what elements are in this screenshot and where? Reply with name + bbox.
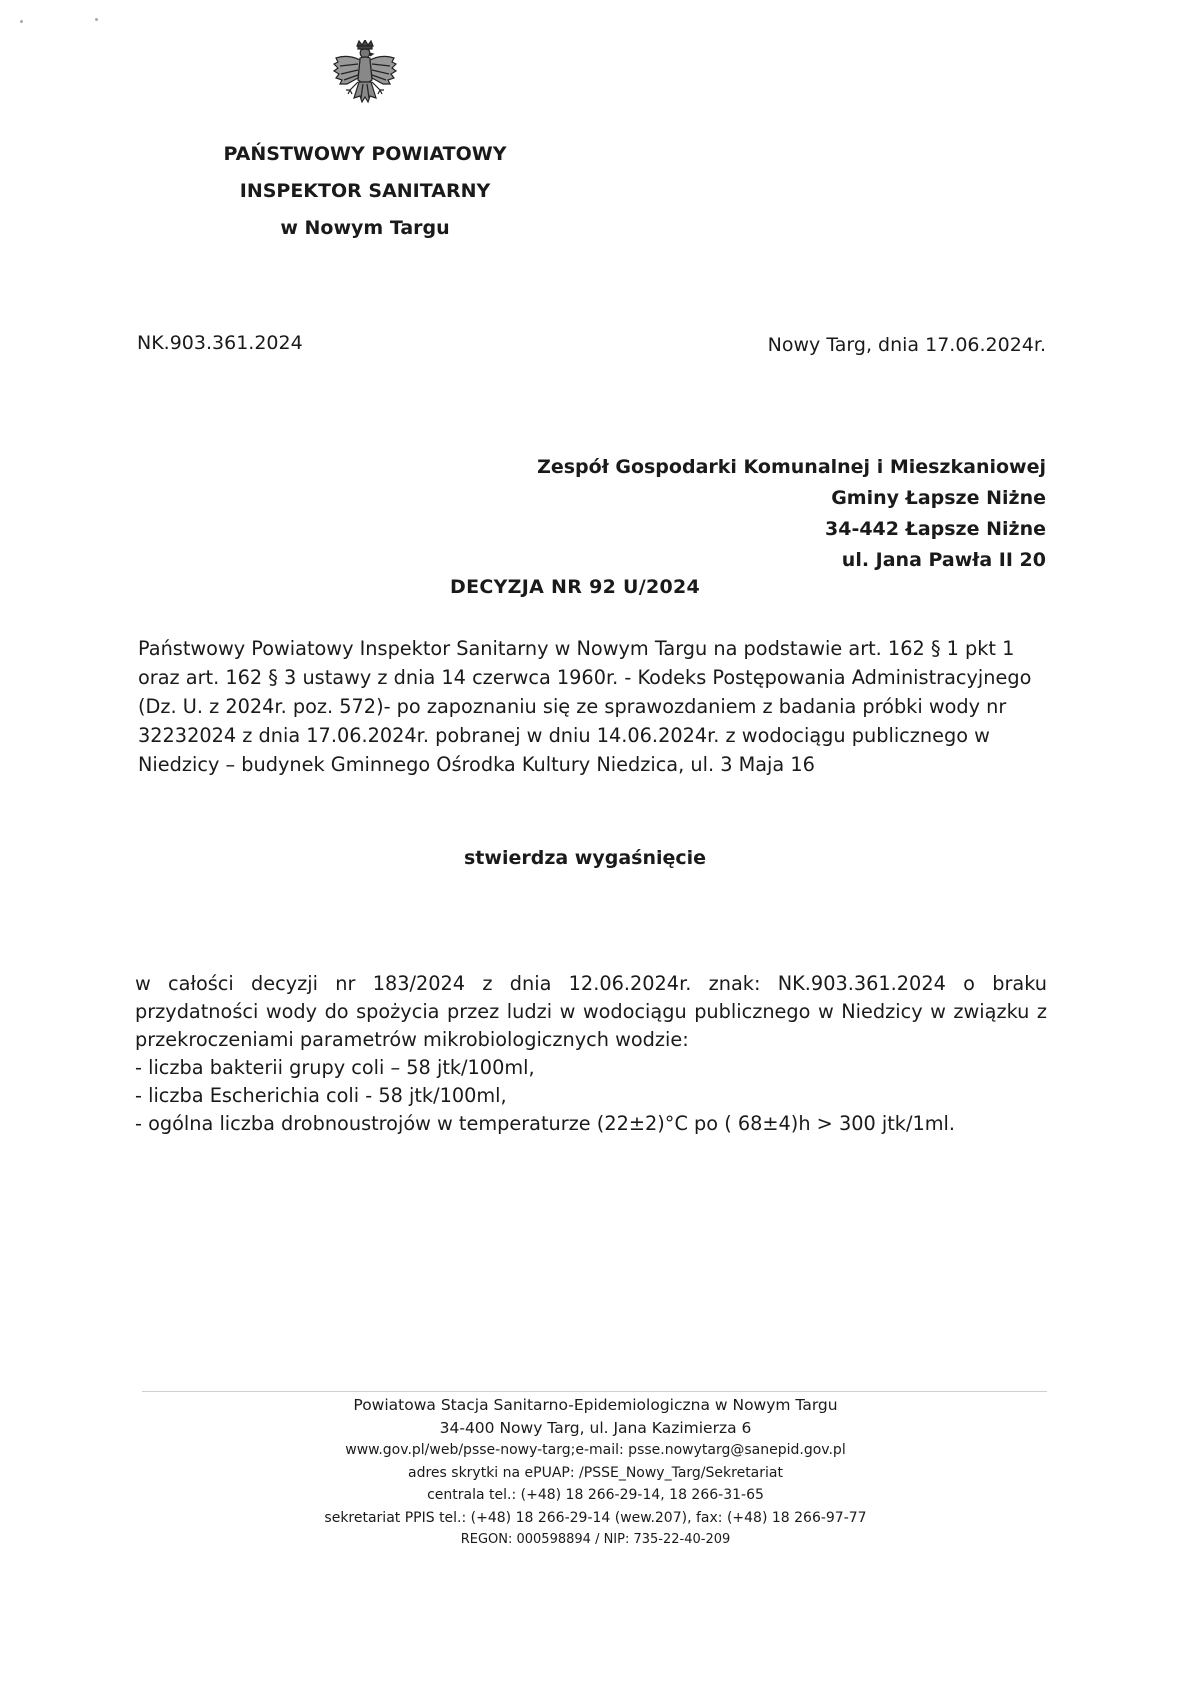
issuer-header [170, 136, 560, 247]
footer-website-email: www.gov.pl/web/psse-nowy-targ;e-mail: psse.nowytarg@sanepid.gov.pl [345, 1442, 846, 1458]
issuer-line-2: INSPEKTOR SANITARNY [239, 180, 491, 202]
footer-divider [142, 1391, 1047, 1392]
ruling-line-2: przydatności wody do spożycia przez ludzi w wodociągu publicznego w Niedzicy w związku z [135, 1000, 1047, 1023]
ruling-item: - ogólna liczba drobnoustrojów w temperaturze (22±2)°C po ( 68±4)h > 300 jtk/1ml. [135, 1112, 956, 1135]
scan-artifact [95, 18, 98, 21]
recipient-line-1: Zespół Gospodarki Komunalnej i Mieszkaniowej [537, 456, 1046, 478]
footer-line-2: 34-400 Nowy Targ, ul. Jana Kazimierza 6 [439, 1418, 752, 1437]
issuer-line-3: w Nowym Targu [280, 217, 450, 239]
decision-body: Państwowy Powiatowy Inspektor Sanitarny w Nowym Targu na podstawie art. 162 § 1 pkt 1 oraz art. 162 § 3 ustawy z dnia 14 czerwca 1960r. - Kodeks Postępowania Administracyjnego (Dz. U. z 2024r. poz. 572)- po zapoznaniu się ze sprawozdaniem z badania próbki wody nr 32232024 z dnia 17.06.2024r. pobranej w dniu 14.06.2024r. z wodociągu publicznego w Niedzicy – budynek Gminnego Ośrodka Kultury Niedzica, ul. 3 Maja 16 [138, 637, 1032, 776]
decision-statement: stwierdza wygaśnięcie [464, 847, 707, 869]
ruling-item: - liczba bakterii grupy coli – 58 jtk/100ml, [135, 1056, 535, 1079]
footer-contact [288, 1394, 903, 1552]
ruling-line-3: przekroczeniami parametrów mikrobiologicznych wodzie: [135, 1028, 689, 1051]
reference-number: NK.903.361.2024 [137, 332, 303, 354]
polish-eagle-emblem-icon [330, 40, 400, 116]
decision-title: DECYZJA NR 92 U/2024 [450, 576, 701, 598]
footer-epuap: adres skrytki na ePUAP: /PSSE_Nowy_Targ/Sekretariat [408, 1464, 783, 1481]
ruling-line-1: w całości decyzji nr 183/2024 z dnia 12.06.2024r. znak: NK.903.361.2024 o braku [135, 972, 1047, 995]
ruling-section [135, 970, 1047, 1138]
recipient-line-3: 34-442 Łapsze Niżne [825, 518, 1046, 540]
footer-secretariat: sekretariat PPIS tel.: (+48) 18 266-29-14 (wew.207), fax: (+48) 18 266-97-77 [324, 1509, 867, 1526]
issuer-line-1: PAŃSTWOWY POWIATOWY [223, 143, 507, 165]
ruling-item: - liczba Escherichia coli - 58 jtk/100ml, [135, 1084, 507, 1107]
document-date: Nowy Targ, dnia 17.06.2024r. [767, 334, 1046, 356]
footer-phone: centrala tel.: (+48) 18 266-29-14, 18 266-31-65 [427, 1487, 764, 1503]
footer-regon-nip: REGON: 000598894 / NIP: 735-22-40-209 [460, 1532, 731, 1547]
recipient-address [537, 452, 1046, 576]
scan-artifact [20, 20, 23, 23]
recipient-line-4: ul. Jana Pawła II 20 [841, 549, 1046, 571]
footer-line-1: Powiatowa Stacja Sanitarno-Epidemiologiczna w Nowym Targu [353, 1396, 838, 1414]
recipient-line-2: Gminy Łapsze Niżne [831, 487, 1046, 509]
